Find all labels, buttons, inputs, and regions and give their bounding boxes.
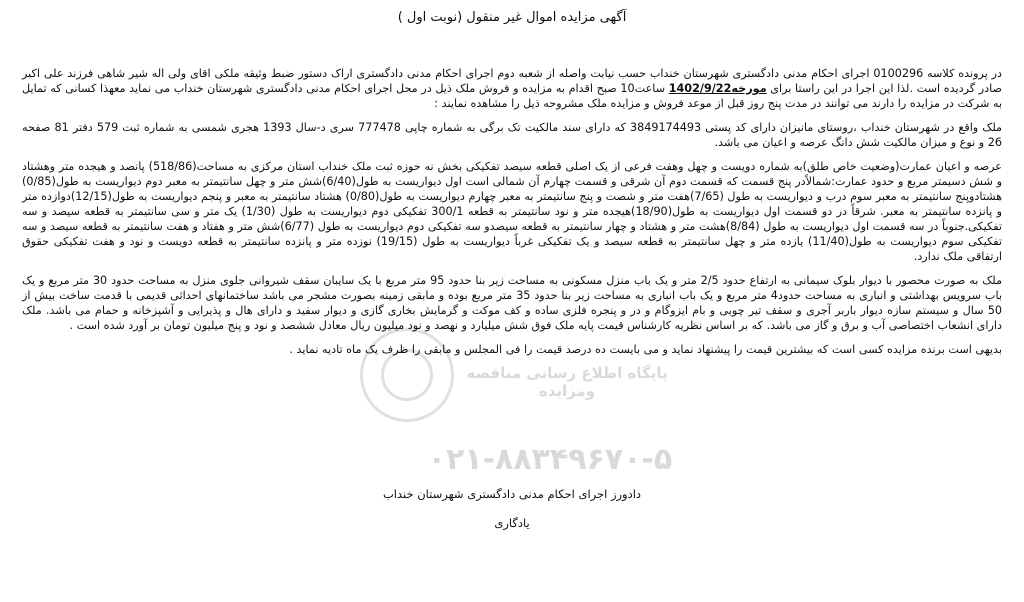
document-body (22, 66, 1002, 357)
paragraph-property-boundaries: عرصه و اعیان عمارت(وضعیت خاص طلق)به شماره دویست و چهل وهفت فرعی از یک اصلی قطعه سیصد تفکیکی بخش نه حوزه ثبت ملک خنداب استان مرکزی به مساحت(518/86) پانصد و هیجده متر وهشتاد و شش دسیمتر مربع و حدود عمارت:شمالاًدر پنج قسمت که قسمت دوم آن شرقی و قسمت چهارم آن شمالی است اول دیواریست به طول(6/40)شش متر و چهل سانتیمتر به معبر دوم دیواریست به طول(0/85) هشتادوپنج سانتیمتر به معبر سوم درب و دیواریست به طول (7/65)هفت متر و شصت و پنج سانتیمتر به معبر چهارم دیواریست به طول(0/80) هشتاد سانتیمتر به معبر و پنجم دیواریست به طول(12/15)دوازده متر و پانزده سانتیمتر به معبر. شرقاً در دو قسمت اول دیواریست به طول(18/90)هیجده متر و نود سانتیمتر به قطعه 300/1 تفکیکی دوم دیواریست به طول (1/30) یک متر و سی سانتیمتر به قطعه سیصد و سه تفکیکی.جنوباً در سه قسمت اول دیواریست به طول (8/84)هشت متر و هشتاد و چهار سانتیمتر به قطعه سیصدو سه تفکیکی دوم دیواریست به طول (6/77)شش متر و هفتاد و هفت سانتیمتر به قطعه سیصد و سه تفکیکی سوم دیواریست به طول(11/40) یازده متر و چهل سانتیمتر به قطعه سیصد و یک تفکیکی غرباً دیواریست به طول (19/15) نوزده متر و پانزده سانتیمتر به قطعه دویست و نود و هفت تفکیکی حقوق ارتفاقی ملک ندارد. (22, 160, 1003, 263)
page-title: آگهی مزایده اموال غیر منقول (نوبت اول ) (397, 10, 627, 25)
signature-name: یادگاری (494, 516, 530, 530)
paragraph-terms: بدیهی است برنده مزایده کسی است که بیشترین قیمت را پیشنهاد نماید و می بایست ده درصد قیمت را فی المجلس و مابقی را ظرف یک ماه تادیه نماید . (289, 343, 1002, 356)
intro-text-before: در پرونده کلاسه 0100296 اجرای احکام مدنی دادگستری شهرستان خنداب حسب نیابت واصله از شعبه دوم اجرای احکام مدنی دادگستری اراک دستور ضبط وثیقه ملکی اقای ولی اله شیر شاهی فرزند علی اکبر صادر گردیده است .لذا این اجرا در این راستا برای (22, 67, 1003, 95)
intro-text-after: ساعت10 صبح اقدام به مزایده و فروش ملک ذیل در محل اجرای احکام مدنی دادگستری شهرستان خنداب می نماید معهذا کسانی که تمایل به شرکت در مزایده را دارند می توانند در مدت پنج روز قبل از موعد فروش و مزایده ملک مشروحه ذیل را مشاهده نمایند : (22, 82, 1002, 110)
watermark-text: پایگاه اطلاع رسانی مناقصه ومزایده (466, 364, 668, 400)
paragraph-property-location: ملک واقع در شهرستان خنداب ،روستای مانیزان دارای کد پستی 3849174493 که دارای سند مالکیت تک برگی به شماره چاپی 777478 سری د-سال 1393 هجری شمسی به شماره ثبت 579 دفتر 81 صفحه 26 و نوع و میزان مالکیت شش دانگ عرصه و اعیان می باشد. (22, 121, 1003, 149)
watermark-phone: ۰۲۱-۸۸۳۴۹۶۷۰-۵ (427, 442, 673, 477)
paragraph-intro (22, 66, 1002, 111)
auction-date: مورخه1402/9/22 (668, 82, 767, 95)
paragraph-property-description: ملک به صورت محصور با دیوار بلوک سیمانی به ارتفاع حدود 2/5 متر و یک باب منزل مسکونی به مساحت زیر بنا حدود 95 متر مربع با یک سایبان سقف شیروانی جلوی منزل به مساحت حدود 30 متر مربع و یک باب سرویس بهداشتی و انباری به مساحت حدود4 متر مربع و یک باب انباری به مساحت زیر بنا حدود 35 متر مربع بوده و مابقی زمینه بصورت مشجر می باشد ساختمانهای احداثی قدیمی با قدمت ساخت بیش از 50 سال و سیستم سازه دیوار باربر آجری و سقف تیر چوبی و بام ایزوگام و در و پنجره فلزی ساده و کف موکت و گرمایش بخاری گازی و دیوار سفید و دارای هال و پذیرایی و آشپزخانه و حمام می باشد. ملک دارای انشعاب اختصاصی آب و برق و گاز می باشد. که بر اساس نظریه کارشناس قیمت پایه ملک فوق شش میلیارد و نهصد و نود میلیون ریال معادل ششصد و نود و پنج میلیون تومان بر آورد شده است . (22, 274, 1002, 332)
signature-title: دادورز اجرای احکام مدنی دادگستری شهرستان خنداب (382, 487, 642, 501)
